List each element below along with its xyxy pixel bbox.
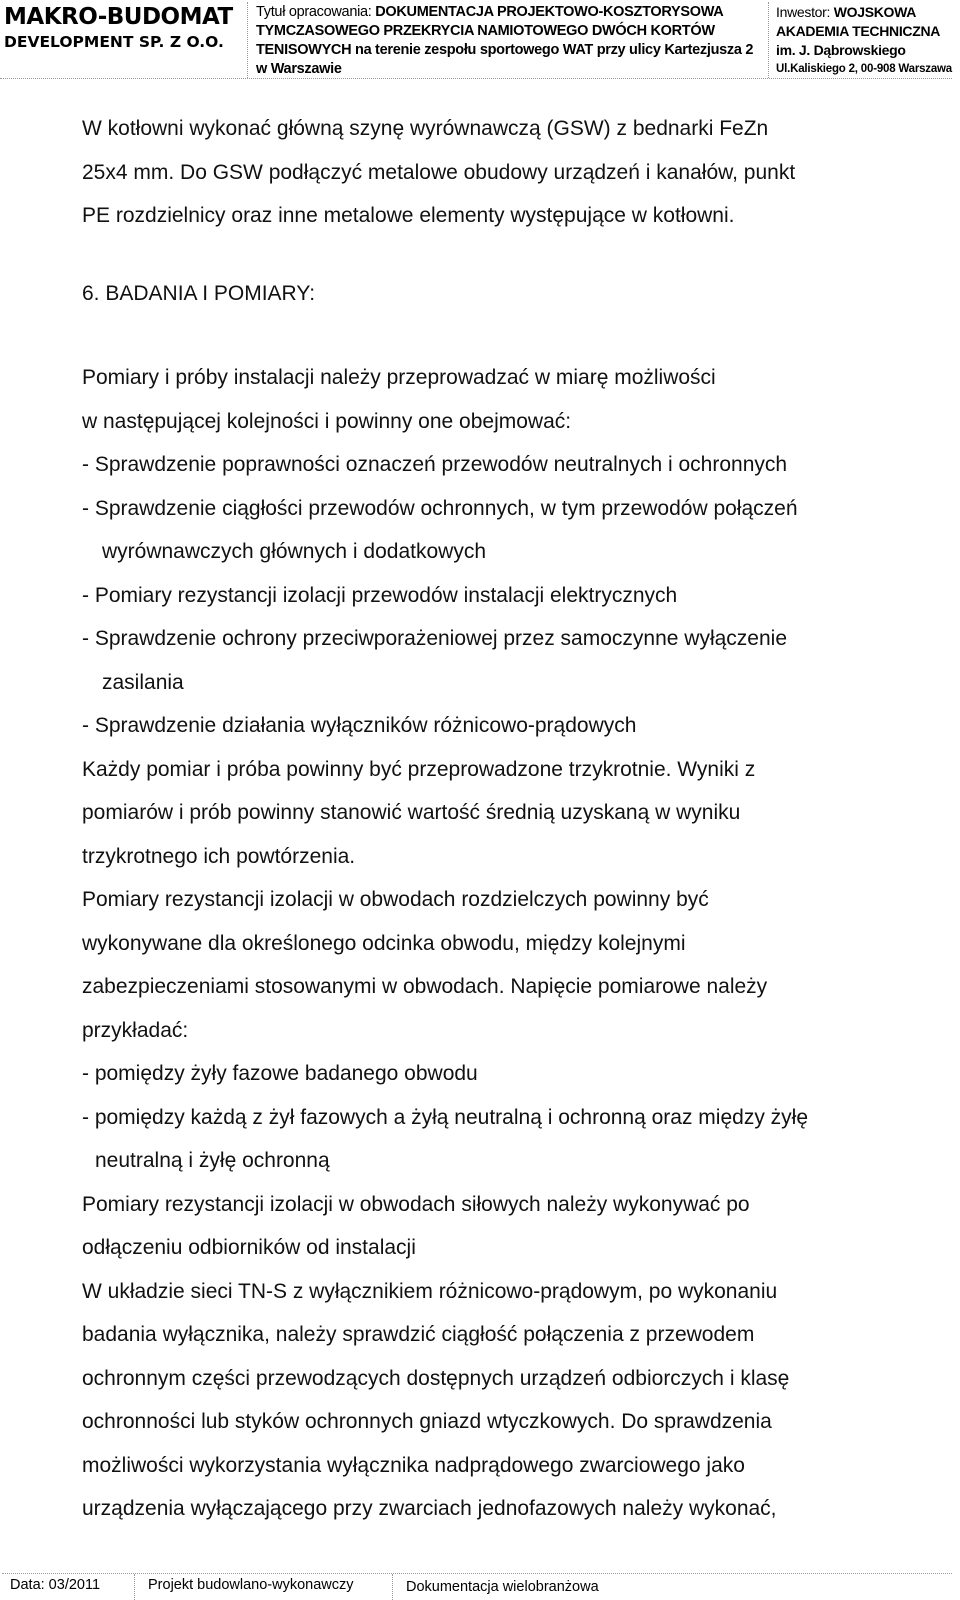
list-item: - pomiędzy każdą z żył fazowych a żyłą neutralną i ochronną oraz między żyłę: [82, 1105, 808, 1129]
paragraph-line: urządzenia wyłączającego przy zwarciach jednofazowych należy wykonać,: [82, 1497, 777, 1520]
company-logo: [4, 4, 244, 74]
investor-block: [776, 3, 956, 79]
investor-line-2: AKADEMIA TECHNICZNA: [776, 23, 941, 39]
footer-divider: [392, 1574, 393, 1600]
list-item: - Sprawdzenie ochrony przeciwporażeniowej przez samoczynne wyłączenie: [82, 627, 787, 650]
paragraph-line: ochronnym części przewodzących dostępnych urządzeń odbiorczych i klasę: [82, 1366, 790, 1390]
header-divider: [768, 2, 769, 78]
paragraph-line: Pomiary rezystancji izolacji w obwodach siłowych należy wykonywać po: [82, 1192, 750, 1216]
paragraph-line: wykonywane dla określonego odcinka obwodu, między kolejnymi: [82, 931, 686, 955]
investor-label: Inwestor:: [776, 4, 834, 20]
title-line-2: TYMCZASOWEGO PRZEKRYCIA NAMIOTOWEGO DWÓCH KORTÓW: [256, 23, 715, 39]
paragraph-line: trzykrotnego ich powtórzenia.: [82, 844, 356, 868]
paragraph-line: ochronności lub styków ochronnych gniazd wtyczkowych. Do sprawdzenia: [82, 1410, 772, 1433]
list-item-continuation: neutralną i żyłę ochronną: [95, 1149, 330, 1172]
company-name-line1: MAKRO-BUDOMAT: [4, 4, 233, 30]
page-header: [0, 0, 952, 79]
list-item: - Pomiary rezystancji izolacji przewodów instalacji elektrycznych: [82, 583, 678, 607]
document-body: [82, 107, 944, 1531]
list-item: - Sprawdzenie ciągłości przewodów ochronnych, w tym przewodów połączeń: [82, 496, 798, 520]
paragraph-line: W układzie sieci TN-S z wyłącznikiem różnicowo-prądowym, po wykonaniu: [82, 1279, 778, 1303]
paragraph-line: W kotłowni wykonać główną szynę wyrównawczą (GSW) z bednarki FeZn: [82, 117, 769, 140]
page-footer: [2, 1573, 952, 1600]
footer-document-type: Dokumentacja wielobranżowa: [406, 1579, 599, 1595]
title-line-1: DOKUMENTACJA PROJEKTOWO-KOSZTORYSOWA: [375, 4, 724, 20]
paragraph-line: badania wyłącznika, należy sprawdzić ciągłość połączenia z przewodem: [82, 1323, 755, 1346]
paragraph-line: 25x4 mm. Do GSW podłączyć metalowe obudowy urządzeń i kanałów, punkt: [82, 160, 796, 184]
footer-date: Data: 03/2011: [10, 1577, 101, 1593]
title-line-3: TENISOWYCH na terenie zespołu sportowego WAT przy ulicy Kartezjusza 2: [256, 42, 754, 58]
paragraph-line: zabezpieczeniami stosowanymi w obwodach. Napięcie pomiarowe należy: [82, 975, 768, 998]
investor-line-3: im. J. Dąbrowskiego: [776, 42, 906, 58]
paragraph-line: pomiarów i prób powinny stanowić wartość średnią uzyskaną w wyniku: [82, 801, 741, 824]
footer-divider: [134, 1574, 135, 1600]
header-divider: [247, 2, 248, 78]
list-item: - pomiędzy żyły fazowe badanego obwodu: [82, 1062, 478, 1085]
document-title-block: [256, 3, 756, 79]
title-label: Tytuł opracowania:: [256, 4, 376, 20]
section-heading: 6. BADANIA I POMIARY:: [82, 281, 316, 305]
paragraph-line: Każdy pomiar i próba powinny być przeprowadzone trzykrotnie. Wyniki z: [82, 757, 756, 781]
paragraph-line: PE rozdzielnicy oraz inne metalowe elementy występujące w kotłowni.: [82, 204, 735, 227]
paragraph-line: przykładać:: [82, 1018, 189, 1042]
footer-project-type: Projekt budowlano-wykonawczy: [148, 1577, 354, 1593]
list-item: - Sprawdzenie działania wyłączników różnicowo-prądowych: [82, 714, 637, 737]
investor-address: Ul.Kaliskiego 2, 00-908 Warszawa: [776, 63, 952, 75]
list-item: - Sprawdzenie poprawności oznaczeń przewodów neutralnych i ochronnych: [82, 453, 788, 476]
paragraph-line: Pomiary i próby instalacji należy przeprowadzać w miarę możliwości: [82, 366, 716, 389]
paragraph-line: Pomiary rezystancji izolacji w obwodach rozdzielczych powinny być: [82, 888, 709, 911]
list-item-continuation: zasilania: [102, 670, 184, 694]
company-name-line2: DEVELOPMENT SP. Z O.O.: [4, 33, 224, 51]
title-line-4: w Warszawie: [256, 61, 342, 77]
investor-line-1: WOJSKOWA: [833, 4, 917, 20]
paragraph-line: w następującej kolejności i powinny one obejmować:: [82, 409, 572, 433]
paragraph-line: odłączeniu odbiorników od instalacji: [82, 1236, 416, 1259]
list-item-continuation: wyrównawczych głównych i dodatkowych: [102, 540, 486, 563]
paragraph-line: możliwości wykorzystania wyłącznika nadprądowego zwarciowego jako: [82, 1453, 745, 1477]
